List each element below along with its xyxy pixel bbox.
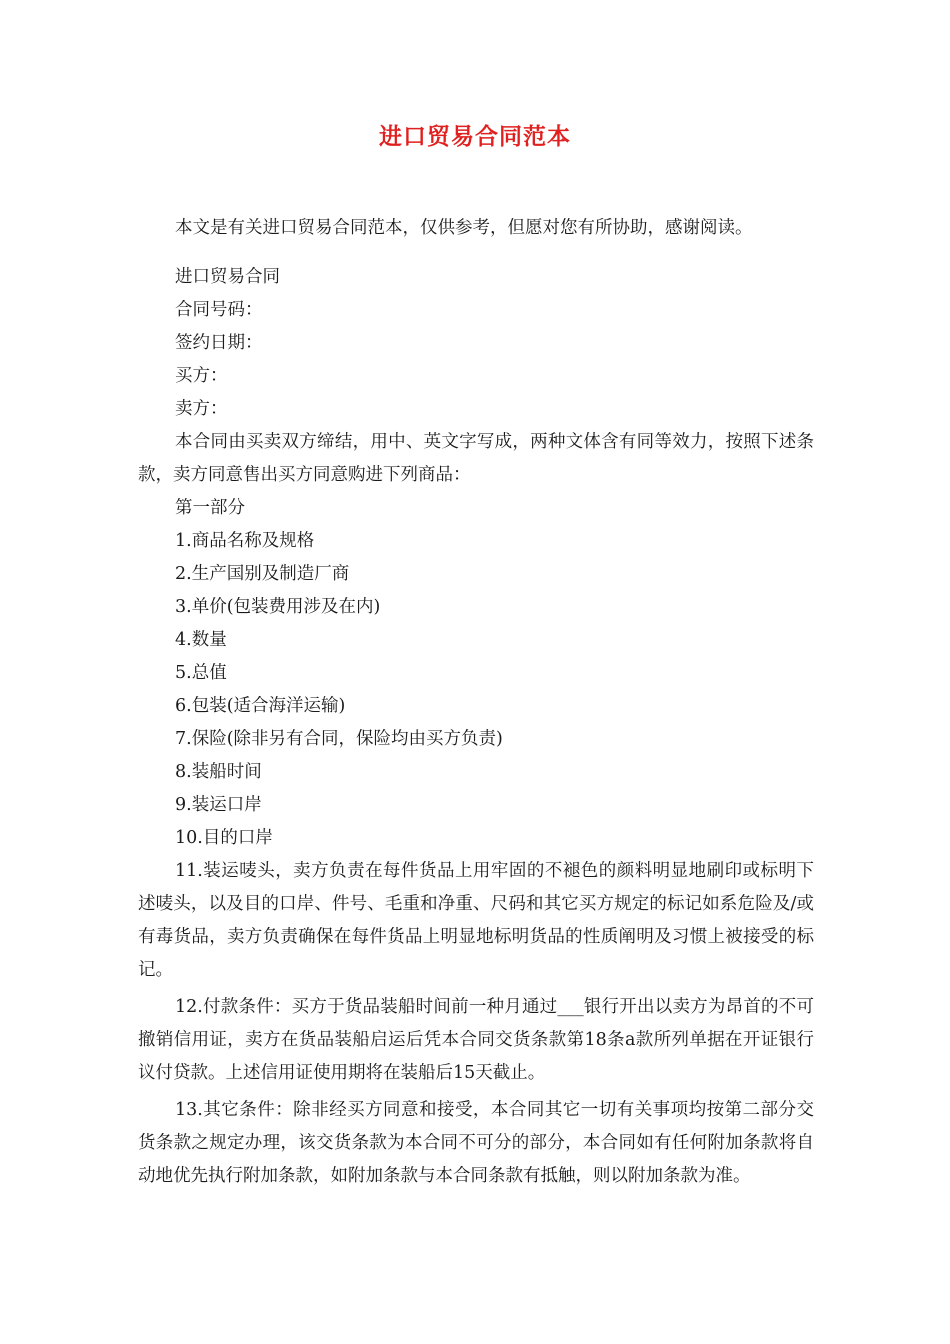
contract-heading: 进口贸易合同 bbox=[175, 267, 280, 287]
list-item: 5.总值 bbox=[175, 663, 227, 683]
document-body bbox=[138, 212, 814, 1193]
list-item: 1.商品名称及规格 bbox=[175, 531, 315, 551]
list-item: 2.生产国别及制造厂商 bbox=[175, 564, 350, 584]
intro-paragraph: 本文是有关进口贸易合同范本，仅供参考，但愿对您有所协助，感谢阅读。 bbox=[175, 218, 753, 238]
part-one-heading: 第一部分 bbox=[175, 498, 245, 518]
list-item: 8.装船时间 bbox=[175, 762, 262, 782]
buyer-field: 买方： bbox=[175, 366, 228, 386]
list-item: 3.单价(包装费用涉及在内) bbox=[175, 597, 381, 617]
list-item: 9.装运口岸 bbox=[175, 795, 262, 815]
sign-date-field: 签约日期： bbox=[175, 333, 263, 353]
clause-11-paragraph: 11.装运唛头，卖方负责在每件货品上用牢固的不褪色的颜料明显地刷印或标明下述唛头，以及目的口岸、件号、毛重和净重、尺码和其它买方规定的标记如系危险及/或有毒货品，卖方负责确保在每件货品上明显地标明货品的性质阐明及习惯上被接受的标记。 bbox=[138, 861, 814, 980]
seller-field: 卖方： bbox=[175, 399, 228, 419]
clause-13-paragraph: 13.其它条件：除非经买方同意和接受，本合同其它一切有关事项均按第二部分交货条款之规定办理，该交货条款为本合同不可分的部分，本合同如有任何附加条款将自动地优先执行附加条款，如附加条款与本合同条款有抵触，则以附加条款为准。 bbox=[138, 1100, 814, 1186]
list-item: 10.目的口岸 bbox=[175, 828, 273, 848]
document-title: 进口贸易合同范本 bbox=[379, 123, 571, 150]
preamble-paragraph: 本合同由买卖双方缔结，用中、英文字写成，两种文体含有同等效力，按照下述条款，卖方同意售出买方同意购进下列商品： bbox=[138, 432, 814, 485]
clause-12-paragraph: 12.付款条件：买方于货品装船时间前一种月通过___银行开出以卖方为昂首的不可撤销信用证，卖方在货品装船启运后凭本合同交货条款第18条a款所列单据在开证银行议付贷款。上述信用证使用期将在装船后15天截止。 bbox=[138, 997, 814, 1083]
list-item: 6.包装(适合海洋运输) bbox=[175, 696, 346, 716]
contract-number-field: 合同号码： bbox=[175, 300, 263, 320]
list-item: 7.保险(除非另有合同，保险均由买方负责) bbox=[175, 729, 503, 749]
list-item: 4.数量 bbox=[175, 630, 227, 650]
